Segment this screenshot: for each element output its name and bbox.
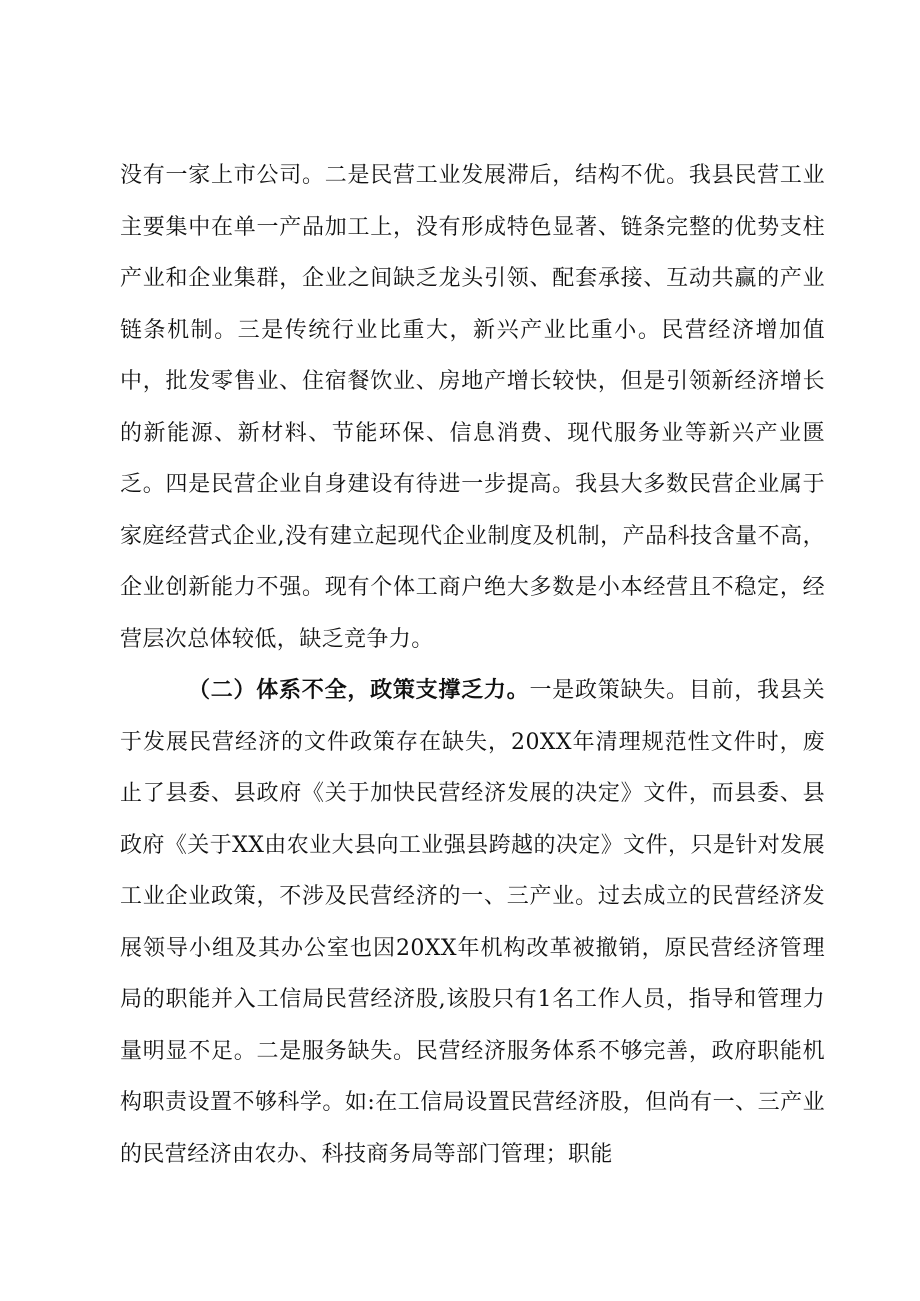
paragraph-text: 一是政策缺失。目前，我县关于发展民营经济的文件政策存在缺失，20XX年清理规范性文件时，废止了县委、县政府《关于加快民营经济发展的决定》文件，而县委、县政府《关于XX由农业大县向工业强县跨越的决定》文件，只是针对发展工业企业政策，不涉及民营经济的一、三产业。过去成立的民营经济发展领导小组及其办公室也因20XX年机构改革被撤销，原民营经济管理局的职能并入工信局民营经济股,该股只有1名工作人员，指导和管理力量明显不足。二是服务缺失。民营经济服务体系不够完善，政府职能机构职责设置不够科学。如:在工信局设置民营经济股，但尚有一、三产业的民营经济由农办、科技商务局等部门管理；职能	[120, 678, 825, 1167]
document-body	[120, 150, 825, 1180]
paragraph-text: 没有一家上市公司。二是民营工业发展滞后，结构不优。我县民营工业主要集中在单一产品加工上，没有形成特色显著、链条完整的优势支柱产业和企业集群，企业之间缺乏龙头引领、配套承接、互动共赢的产业链条机制。三是传统行业比重大，新兴产业比重小。民营经济增加值中，批发零售业、住宿餐饮业、房地产增长较快，但是引领新经济增长的新能源、新材料、节能环保、信息消费、现代服务业等新兴产业匮乏。四是民营企业自身建设有待进一步提高。我县大多数民营企业属于家庭经营式企业,没有建立起现代企业制度及机制，产品科技含量不高，企业创新能力不强。现有个体工商户绝大多数是小本经营且不稳定，经营层次总体较低，缺乏竞争力。	[120, 163, 825, 652]
paragraph-section-two	[120, 665, 825, 1180]
paragraph-continuation	[120, 150, 825, 665]
section-heading: （二）体系不全，政策支撑乏力。	[188, 677, 530, 703]
